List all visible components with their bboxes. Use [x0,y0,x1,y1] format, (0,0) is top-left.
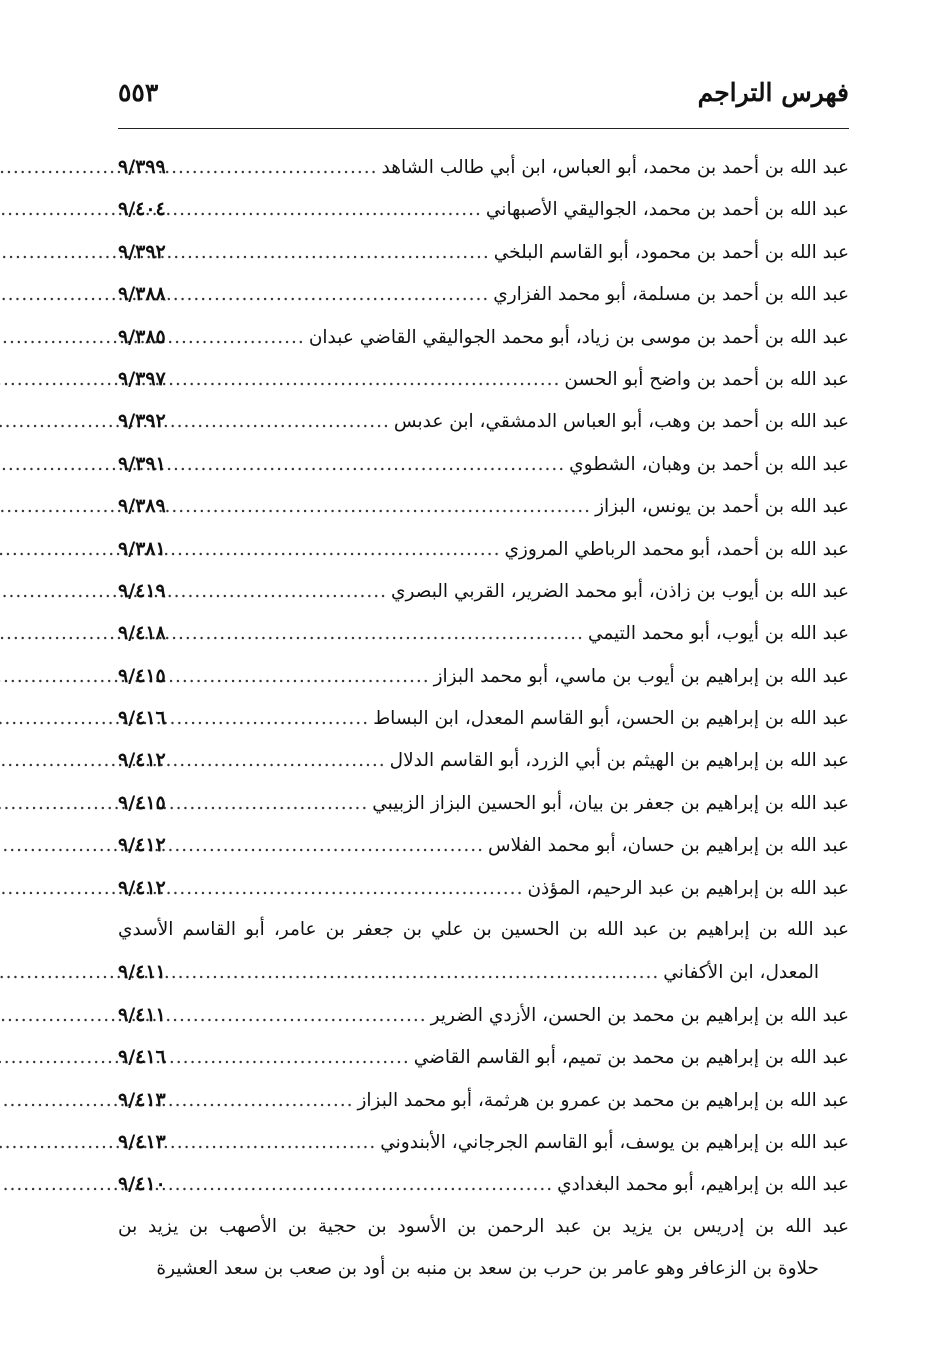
index-entry [118,951,849,993]
entry-reference: ٩/٤١٠ [118,1173,166,1196]
index-entry [118,358,849,400]
entry-reference: ٩/٤١٥ [118,791,166,814]
leader-dots [170,486,591,528]
entry-name: عبد الله بن إبراهيم بن الهيثم بن أبي الزرد، أبو القاسم الدلال [389,750,849,772]
index-entry [118,1036,849,1078]
leader-dots [170,274,489,316]
entry-reference: ٩/٤١٥ [118,664,166,687]
index-entry [118,273,849,315]
entry-name: عبد الله بن إبراهيم بن محمد بن عمرو بن هرثمة، أبو محمد البزاز [357,1089,849,1111]
entry-name: عبد الله بن أحمد بن واضح أبو الحسن [564,368,849,390]
entry-reference: ٩/٤١٦ [118,707,166,730]
leader-dots [170,1164,553,1206]
leader-dots [170,317,305,359]
entry-name: عبد الله بن أحمد بن موسى بن زياد، أبو محمد الجواليقي القاضي عبدان [308,326,849,348]
index-entry [118,400,849,442]
entry-reference: ٩/٣٨٩ [118,495,166,518]
leader-dots [170,1080,354,1122]
index-entry [118,867,849,909]
entry-reference: ٩/٤١٢ [118,749,166,772]
leader-dots [170,189,482,231]
entry-name: المعدل، ابن الأكفاني [663,962,819,984]
leader-dots [170,995,427,1037]
entry-name: عبد الله بن أحمد بن محمود، أبو القاسم البلخي [493,241,849,263]
index-entry [118,231,849,273]
index-entry [118,655,849,697]
entry-name: عبد الله بن إبراهيم بن يوسف، أبو القاسم الجرجاني، الأبندوني [380,1131,849,1153]
entry-name: عبد الله بن أحمد بن وهبان، الشطوي [569,453,849,475]
entry-reference: ٩/٤١٢ [118,834,166,857]
leader-dots [170,444,565,486]
entry-name: عبد الله بن إبراهيم بن الحسن، أبو القاسم المعدل، ابن البساط [373,708,849,730]
leader-dots [170,1122,376,1164]
index-entry [118,570,849,612]
entry-name: عبد الله بن إبراهيم بن محمد بن تميم، أبو القاسم القاضي [413,1047,849,1069]
page-title: فهرس التراجم [697,78,849,107]
index-entry [118,1121,849,1163]
header-rule [118,128,849,129]
entry-reference: ٩/٤١٩ [118,579,166,602]
entry-name: عبد الله بن أحمد، أبو محمد الرباطي المروزي [504,538,849,560]
entry-reference: ٩/٤١١ [118,1003,166,1026]
index-entry [118,782,849,824]
leader-dots [170,698,369,740]
leader-dots [170,529,501,571]
leader-dots [170,401,390,443]
leader-dots [170,232,490,274]
entry-reference: ٩/٤١٢ [118,876,166,899]
entry-name: عبد الله بن إبراهيم بن حسان، أبو محمد الفلاس [488,835,849,857]
leader-dots [170,952,660,994]
leader-dots [170,571,387,613]
index-entry [118,146,849,188]
entry-name: عبد الله بن إبراهيم بن محمد بن الحسن، الأزدي الضرير [430,1004,849,1026]
leader-dots [170,147,378,189]
entry-reference: ٩/٤٠٤ [118,198,166,221]
index-entry [118,824,849,866]
biography-index-list [118,146,849,1291]
long-entry-line: عبد الله بن إدريس بن يزيد بن عبد الرحمن بن الأسود بن حجية بن الأصهب بن يزيد بن [118,1215,849,1237]
entry-name: عبد الله بن أحمد بن محمد، الجواليقي الأصبهاني [485,199,849,221]
entry-name: عبد الله بن أحمد بن يونس، البزاز [595,496,849,518]
leader-dots [170,656,430,698]
entry-reference: ٩/٣٩٢ [118,410,166,433]
index-entry [118,316,849,358]
index-entry [118,612,849,654]
entry-name: عبد الله بن إبراهيم بن عبد الرحيم، المؤذن [527,877,849,899]
entry-reference: ٩/٣٨٨ [118,283,166,306]
entry-name: عبد الله بن إبراهيم بن جعفر بن بيان، أبو الحسين البزاز الزبيبي [372,792,849,814]
index-entry [118,994,849,1036]
entry-reference: ٩/٣٩٢ [118,240,166,263]
index-entry [118,1079,849,1121]
leader-dots [170,868,524,910]
entry-reference: ٩/٣٨١ [118,537,166,560]
entry-name: عبد الله بن أحمد بن مسلمة، أبو محمد الفزاري [493,284,849,306]
index-entry [118,485,849,527]
entry-reference: ٩/٤١٨ [118,622,166,645]
leader-dots [170,740,386,782]
entry-reference: ٩/٤١٣ [118,1088,166,1111]
leader-dots [170,359,561,401]
long-entry-line: عبد الله بن إبراهيم بن عبد الله بن الحسين بن علي بن جعفر بن عامر، أبو القاسم الأسدي [118,919,849,941]
entry-reference: ٩/٣٨٥ [118,325,166,348]
long-entry-line: حلاوة بن الزعافر وهو عامر بن حرب بن سعد بن منبه بن أود بن صعب بن سعد العشيرة [156,1258,819,1280]
index-entry [118,528,849,570]
entry-reference: ٩/٣٩٩ [118,156,166,178]
entry-reference: ٩/٣٩٧ [118,367,166,390]
index-entry [118,443,849,485]
index-entry [118,697,849,739]
leader-dots [170,783,368,825]
index-entry [118,739,849,781]
entry-name: عبد الله بن أحمد بن وهب، أبو العباس الدمشقي، ابن عدبس [393,411,849,433]
leader-dots [170,825,484,867]
entry-reference: ٩/٤١٦ [118,1046,166,1069]
entry-name: عبد الله بن أيوب بن زاذن، أبو محمد الضرير، القربي البصري [390,580,849,602]
leader-dots [170,1037,410,1079]
index-entry [118,1163,849,1205]
entry-name: عبد الله بن أيوب، أبو محمد التيمي [587,623,849,645]
entry-name: عبد الله بن إبراهيم، أبو محمد البغدادي [557,1174,849,1196]
entry-reference: ٩/٣٩١ [118,452,166,475]
index-entry [118,188,849,230]
entry-reference: ٩/٤١١ [118,961,166,984]
page-header [118,66,849,126]
leader-dots [170,613,584,655]
entry-reference: ٩/٤١٣ [118,1130,166,1153]
entry-name: عبد الله بن إبراهيم بن أيوب بن ماسي، أبو محمد البزاز [433,665,849,687]
page-number: ٥٥٣ [118,78,159,107]
entry-name: عبد الله بن أحمد بن محمد، أبو العباس، ابن أبي طالب الشاهد [381,157,849,178]
